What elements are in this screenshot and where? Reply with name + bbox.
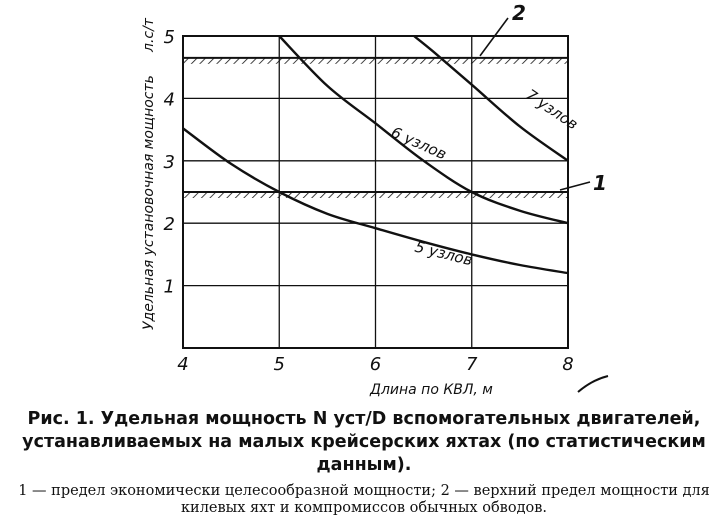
x-axis-scribble	[578, 376, 608, 392]
caption-legend-note: 1 — предел экономически целесообразной мощности; 2 — верхний предел мощности для килевых яхт и компромиссов обычных обводов.	[18, 483, 710, 516]
caption-title: Рис. 1. Удельная мощность N уст/D вспомогательных двигателей, устанавливаемых на малых крейсерских яхтах (по статистическим данным).	[22, 409, 706, 475]
x-axis-label: Длина по КВЛ, м	[370, 382, 493, 398]
reference-marker-2: 2	[512, 1, 526, 25]
tick-labels	[164, 27, 574, 375]
x-tick-label-0: 4	[177, 354, 189, 375]
y-axis-unit: л.с/т	[141, 18, 157, 52]
curve-label-5-knots: 5 узлов	[413, 237, 475, 270]
y-tick-label-2: 3	[163, 151, 175, 173]
reference-leader-1	[560, 182, 590, 190]
x-tick-label-1: 5	[273, 354, 285, 375]
y-axis-label: Удельная установочная мощность	[141, 75, 157, 330]
y-tick-label-0: 1	[163, 276, 175, 298]
x-tick-label-3: 7	[466, 354, 478, 375]
x-tick-label-2: 6	[369, 354, 382, 375]
y-tick-label-1: 2	[163, 214, 175, 236]
y-tick-label-4: 5	[163, 27, 175, 48]
x-tick-label-4: 8	[562, 354, 574, 375]
figure-caption	[0, 408, 728, 517]
curve-label-7-knots: 7 узлов	[522, 85, 582, 134]
y-tick-label-3: 4	[163, 89, 175, 111]
reference-marker-1: 1	[593, 171, 607, 195]
curve-label-6-knots: 6 узлов	[388, 123, 450, 164]
